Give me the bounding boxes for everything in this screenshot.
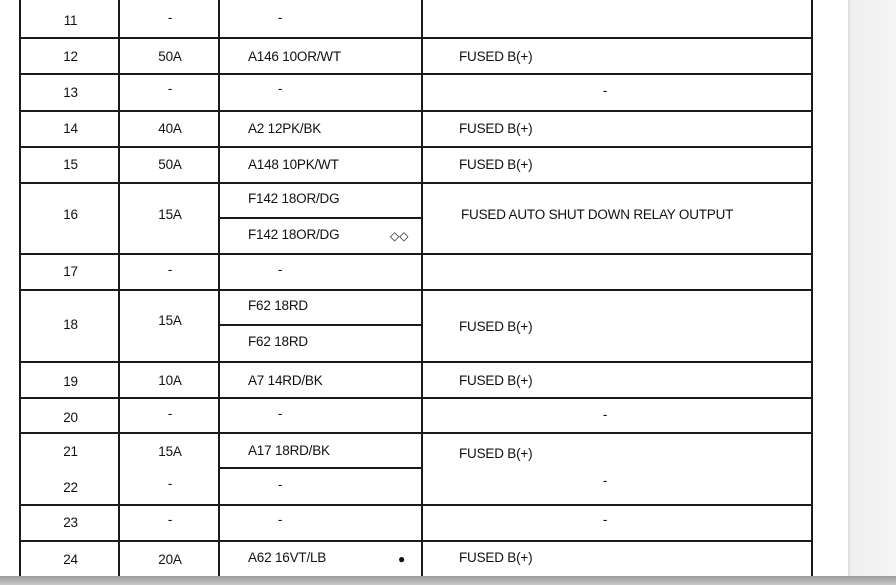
cavity-number: 12 bbox=[63, 49, 78, 64]
circuit-id: A146 10OR/WT bbox=[248, 49, 341, 64]
cavity-number: 13 bbox=[63, 85, 78, 100]
circuit-id: - bbox=[277, 262, 283, 277]
cavity-number: 11 bbox=[63, 13, 78, 28]
row-divider bbox=[19, 504, 813, 506]
sub-row-divider bbox=[220, 467, 422, 469]
circuit-description: FUSED B(+) bbox=[459, 446, 533, 461]
circuit-id: A148 10PK/WT bbox=[248, 157, 339, 172]
circuit-description: - bbox=[602, 512, 608, 527]
circuit-id: F142 18OR/DG bbox=[248, 191, 340, 206]
row-divider bbox=[19, 397, 813, 399]
page-edge-shadow bbox=[848, 0, 896, 585]
cavity-number: 18 bbox=[63, 317, 78, 332]
row-divider bbox=[19, 253, 813, 255]
circuit-id: A7 14RD/BK bbox=[248, 373, 323, 388]
sub-row-divider bbox=[220, 217, 422, 219]
row-divider bbox=[19, 361, 813, 363]
circuit-description: FUSED B(+) bbox=[459, 121, 533, 136]
row-divider bbox=[19, 540, 813, 542]
fuse-rating: 50A bbox=[158, 157, 182, 172]
row-divider bbox=[19, 73, 813, 75]
fuse-rating: - bbox=[167, 476, 173, 491]
row-divider bbox=[19, 37, 813, 39]
diamond-marker-icon: ◇◇ bbox=[390, 229, 409, 243]
circuit-id: - bbox=[277, 10, 283, 25]
cavity-number: 20 bbox=[63, 410, 78, 425]
fuse-rating: 20A bbox=[158, 552, 182, 567]
fuse-rating: 10A bbox=[158, 373, 182, 388]
circuit-id: - bbox=[277, 477, 283, 492]
circuit-id: A62 16VT/LB bbox=[248, 550, 327, 565]
circuit-id: - bbox=[277, 406, 283, 421]
circuit-id: F62 18RD bbox=[248, 298, 308, 313]
cavity-number: 24 bbox=[63, 552, 78, 567]
circuit-id: A2 12PK/BK bbox=[248, 121, 322, 136]
row-divider bbox=[19, 289, 813, 291]
circuit-id: - bbox=[277, 512, 283, 527]
cavity-number: 21 bbox=[63, 444, 78, 459]
circuit-description: FUSED B(+) bbox=[459, 319, 533, 334]
row-divider bbox=[19, 432, 813, 434]
circuit-description: FUSED B(+) bbox=[459, 373, 533, 388]
circuit-id: F142 18OR/DG bbox=[248, 227, 340, 242]
cavity-number: 14 bbox=[63, 121, 78, 136]
fuse-rating: 15A bbox=[158, 207, 182, 222]
row-divider bbox=[19, 110, 813, 112]
fuse-rating: - bbox=[167, 512, 173, 527]
row-divider bbox=[19, 182, 813, 184]
fuse-rating: 40A bbox=[158, 121, 182, 136]
fuse-rating: - bbox=[167, 81, 173, 96]
circuit-description: FUSED B(+) bbox=[459, 49, 533, 64]
circuit-description: FUSED AUTO SHUT DOWN RELAY OUTPUT bbox=[461, 207, 734, 222]
fuse-rating: - bbox=[167, 10, 173, 25]
cavity-number: 23 bbox=[63, 515, 78, 530]
fuse-rating: 50A bbox=[158, 49, 182, 64]
circuit-id: A17 18RD/BK bbox=[248, 443, 330, 458]
circuit-id: - bbox=[277, 81, 283, 96]
fuse-rating: - bbox=[167, 262, 173, 277]
fuse-rating: 15A bbox=[158, 313, 182, 328]
cavity-number: 17 bbox=[63, 264, 78, 279]
cavity-number: 15 bbox=[63, 157, 78, 172]
row-divider bbox=[19, 146, 813, 148]
sub-row-divider bbox=[220, 324, 422, 326]
circuit-description: FUSED B(+) bbox=[459, 550, 533, 565]
cavity-number: 16 bbox=[63, 207, 78, 222]
circuit-description: - bbox=[602, 407, 608, 422]
fuse-rating: - bbox=[167, 406, 173, 421]
circuit-description: - bbox=[602, 83, 608, 98]
fuse-rating: 15A bbox=[158, 444, 182, 459]
cavity-number: 19 bbox=[63, 374, 78, 389]
cavity-number: 22 bbox=[63, 480, 78, 495]
circuit-description: - bbox=[602, 473, 608, 488]
circuit-description: FUSED B(+) bbox=[459, 157, 533, 172]
page-bottom-edge bbox=[0, 576, 896, 585]
circuit-id: F62 18RD bbox=[248, 334, 308, 349]
dot-marker-icon: ● bbox=[398, 552, 406, 566]
